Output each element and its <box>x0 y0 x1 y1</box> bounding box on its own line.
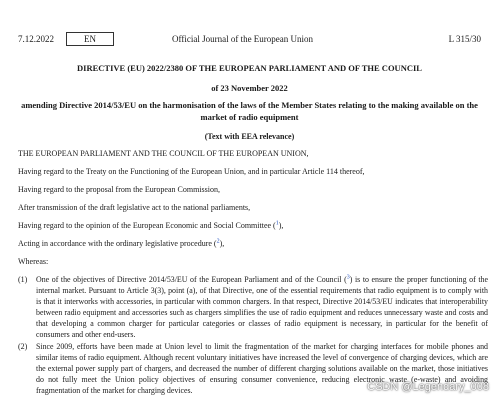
preamble-line: After transmission of the draft legislative act to the national parliaments, <box>18 203 251 212</box>
recital-text: Since 2009, efforts have been made at Union level to limit the fragmentation of the market for charging interfaces for mobile phones and similar items of radio equipment. Although recent voluntary initiatives have increased the level of convergence of charging devices, which are the external power supply part of chargers, and decreased the number of different charging solutions available on the market, those initiatives do not fully meet the Union policy objectives of ensuring consumer convenience, reducing electronic waste (e-waste) and avoiding fragmentation of the market for charging devices. <box>36 342 488 395</box>
footnote-link[interactable]: 1 <box>275 220 279 227</box>
recital-text: One of the objectives of Directive 2014/53/EU of the European Parliament and of the Council ($^3$) is to ensure the proper functioning of the internal market. Pursuant to Article 3(3), point (a), of that Directive, one of the essential requirements that radio equipment is to comply with is that it interworks with accessories, in particular with common chargers. In that respect, Directive 2014/53/EU indicates that interoperability between radio equipment and accessories such as chargers simplifies the use of radio equipment and reduces unnecessary waste and costs and that developing a common charger for particular categories or classes of radio equipment is necessary, in particular for the benefit of consumers and other end-users. <box>36 274 488 339</box>
preamble-line: THE EUROPEAN PARLIAMENT AND THE COUNCIL OF THE EUROPEAN UNION, <box>18 149 309 158</box>
footnote-link[interactable]: 2 <box>216 238 220 245</box>
page-header <box>0 31 499 47</box>
preamble-line: Having regard to the opinion of the European Economic and Social Committee ($^1$), <box>18 220 284 230</box>
recital-number: (2) <box>18 342 28 351</box>
directive-date: of 23 November 2022 <box>211 83 288 93</box>
preamble-line: Having regard to the Treaty on the Functioning of the European Union, and in particular Article 114 thereof, <box>18 167 365 176</box>
journal-name: Official Journal of the European Union <box>172 34 314 44</box>
language-box: EN <box>66 32 114 46</box>
recital-number: (1) <box>18 275 28 284</box>
footnote-link[interactable]: 3 <box>346 274 350 281</box>
preamble-line: Whereas: <box>18 257 49 266</box>
preamble-line: Acting in accordance with the ordinary legislative procedure ($^2$), <box>18 238 225 248</box>
preamble-line: Having regard to the proposal from the European Commission, <box>18 185 220 194</box>
directive-title: DIRECTIVE (EU) 2022/2380 OF THE EUROPEAN PARLIAMENT AND OF THE COUNCIL <box>77 63 422 73</box>
directive-subject: amending Directive 2014/53/EU on the harmonisation of the laws of the Member States relating to the making available on the market of radio equipment <box>21 100 478 122</box>
page-reference: L 315/30 <box>448 34 481 44</box>
watermark: CSDN @Legendary_008 <box>367 381 489 393</box>
eea-relevance: (Text with EEA relevance) <box>204 132 295 141</box>
header-date: 7.12.2022 <box>18 34 54 44</box>
